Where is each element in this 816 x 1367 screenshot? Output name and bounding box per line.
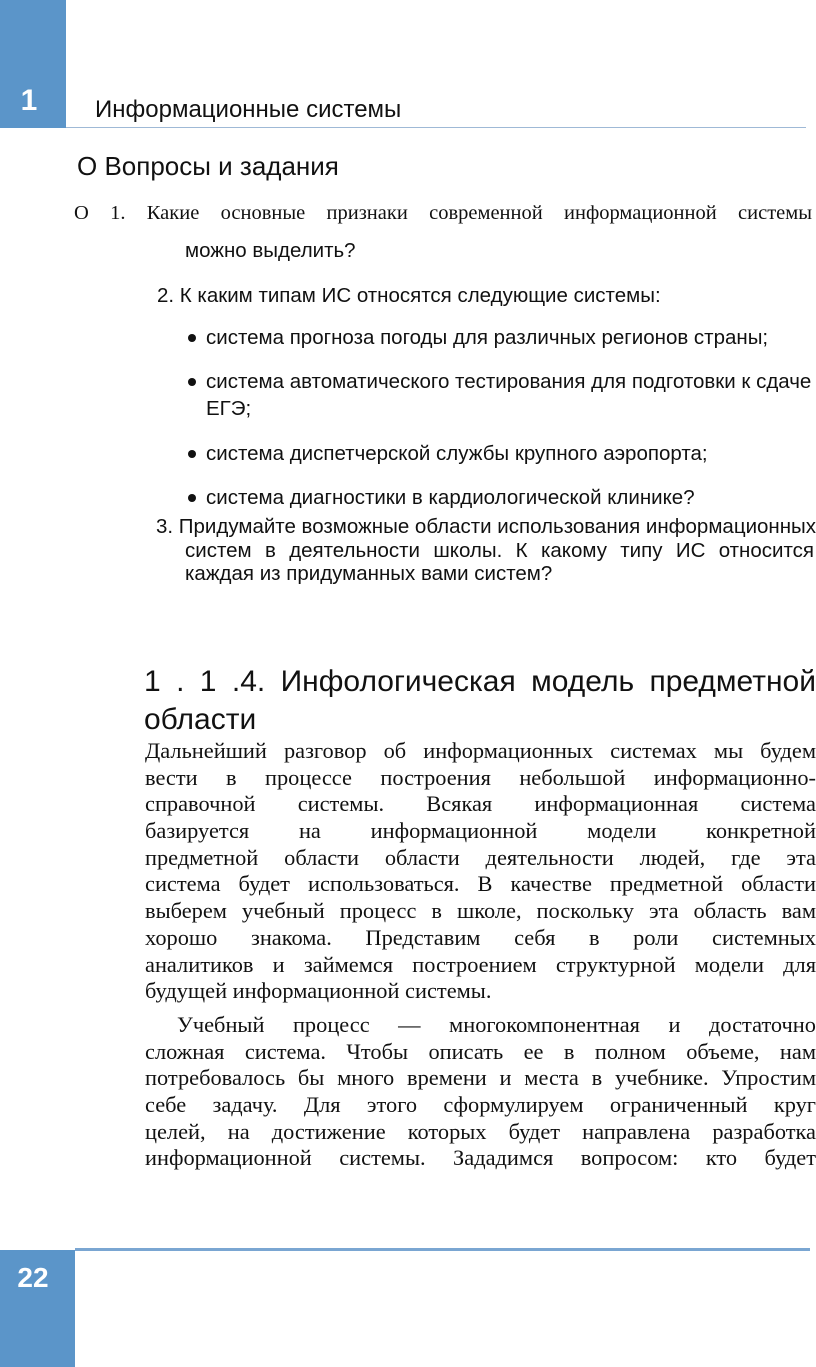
text-line: Дальнейший разговор об информационных системах мы будем <box>145 738 816 763</box>
chapter-number: 1 <box>20 84 38 117</box>
paragraph-2 <box>145 1012 816 1172</box>
question-3-line-1: 3. Придумайте возможные области использования информационных <box>156 515 816 538</box>
chapter-tab <box>0 0 66 128</box>
chapter-title: Информационные системы <box>95 96 402 123</box>
text-line: аналитиков и займемся построением структурной модели для <box>145 951 816 977</box>
question-2-bullet-3: система диспетчерской службы крупного аэропорта; <box>206 442 708 465</box>
text-line: базируется на информационной модели конкретной <box>145 818 816 844</box>
text-line: информационной системы. Зададимся вопросом: кто будет <box>145 1145 816 1171</box>
text-line: Учебный процесс — многокомпонентная и достаточно <box>177 1012 816 1037</box>
section-heading-line-2: области <box>144 703 257 736</box>
bullet-dot <box>188 450 196 458</box>
section-heading-line-1: 1 . 1 .4. Инфологическая модель предметной <box>144 665 816 698</box>
text-line: хорошо знакома. Представим себя в роли системных <box>145 924 816 950</box>
text-line: потребовалось бы много времени и места в учебнике. Упростим <box>145 1065 816 1091</box>
text-line: предметной области области деятельности людей, где эта <box>145 844 816 870</box>
page-number-tab <box>0 1250 75 1367</box>
question-2-bullet-2-cont: ЕГЭ; <box>206 397 252 420</box>
text-line: будущей информационной системы. <box>145 978 492 1004</box>
text-line: выберем учебный процесс в школе, поскольку эта область вам <box>145 898 816 924</box>
questions-heading: О Вопросы и задания <box>77 151 339 181</box>
page-number: 22 <box>17 1262 49 1293</box>
text-line: себе задачу. Для этого сформулируем ограниченный круг <box>145 1092 816 1118</box>
header-divider <box>66 127 806 128</box>
question-3-line-2: систем в деятельности школы. К какому типу ИС относится <box>185 539 814 562</box>
text-line: сложная система. Чтобы описать ее в полном объеме, нам <box>145 1038 816 1064</box>
question-2-intro: 2. К каким типам ИС относятся следующие системы: <box>157 284 661 307</box>
question-2-bullet-1: система прогноза погоды для различных регионов страны; <box>206 326 769 349</box>
bullet-dot <box>188 334 196 342</box>
footer-divider <box>75 1248 810 1251</box>
text-line: целей, на достижение которых будет направлена разработка <box>145 1118 816 1144</box>
question-1-line-1: О 1. Какие основные признаки современной информационной системы <box>74 202 812 224</box>
paragraph-1 <box>145 738 816 1005</box>
question-3-line-3: каждая из придуманных вами систем? <box>185 562 553 585</box>
text-line: вести в процессе построения небольшой информационно- <box>145 764 816 790</box>
bullet-dot <box>188 378 196 386</box>
text-line: система будет использоваться. В качестве предметной области <box>145 871 816 897</box>
bullet-dot <box>188 494 196 502</box>
question-1-line-2: можно выделить? <box>185 239 356 262</box>
question-2-bullet-2: система автоматического тестирования для подготовки к сдаче <box>206 370 812 393</box>
text-line: справочной системы. Всякая информационная система <box>145 791 816 817</box>
question-2-bullet-4: система диагностики в кардиологической клинике? <box>206 486 695 509</box>
